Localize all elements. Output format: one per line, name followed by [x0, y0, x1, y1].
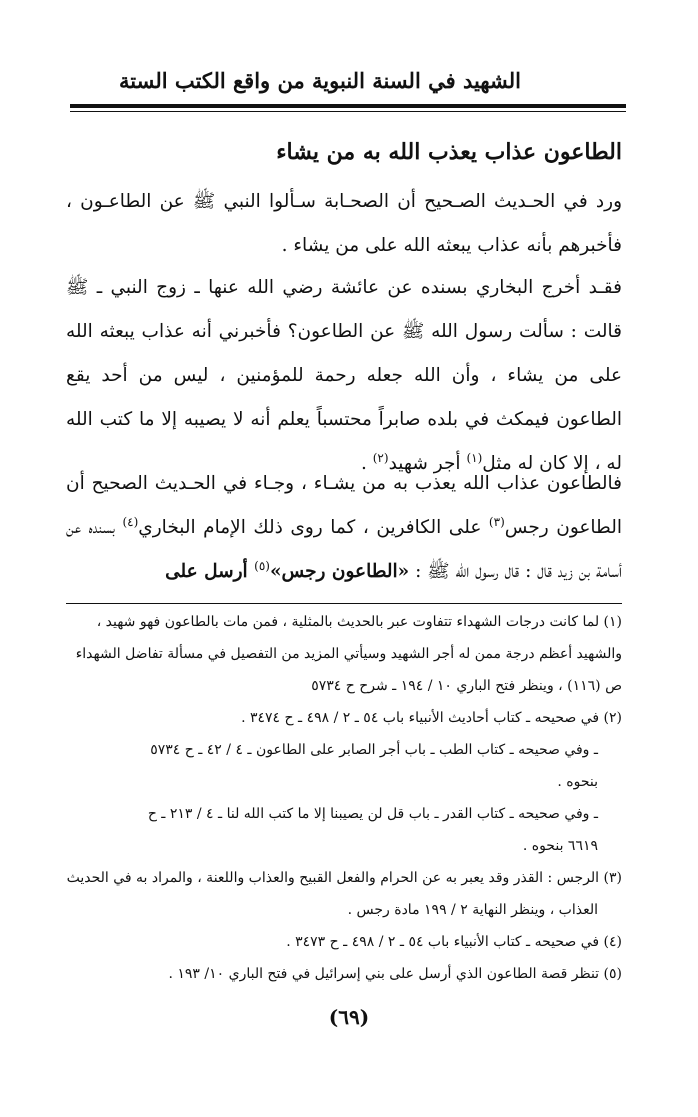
page-number: (٦٩) — [328, 1005, 370, 1029]
paragraph-3-text — [66, 462, 622, 594]
header-rule-thin — [70, 111, 626, 112]
paragraph-2-end: . — [360, 453, 373, 474]
footnote-ref-5[interactable]: (٥) — [254, 558, 270, 573]
paragraph-3 — [66, 462, 622, 594]
paragraph-2-main: فقـد أخرج البخاري بسنده عن عائشة رضي الله عنها ـ زوج النبي ـ ﷺ قالت : سألت رسول الله ﷺ عن الطاعون؟ فأخبرني أنه عذاب يبعثه الله على من يشاء ، وأن الله جعله رحمة للمؤمنين ، ليس من أحد يقع الطاعون فيمكث في بلده صابراً محتسباً يعلم أنه لا يصيبه إلا ما كتب الله له ، إلا كان له مثل — [66, 277, 622, 474]
paragraph-1 — [66, 180, 622, 268]
footnote-2-line-3: بنحوه . — [557, 774, 598, 790]
section-heading: الطاعون عذاب يعذب الله به من يشاء — [276, 139, 622, 165]
running-header-title: الشهيد في السنة النبوية من واقع الكتب الستة — [119, 68, 521, 93]
paragraph-1-text: ورد في الحـديث الصـحيح أن الصحـابة سـألوا النبي ﷺ عن الطاعـون ، فأخبرهم بأنه عذاب يبعثه الله على من يشاء . — [66, 191, 622, 256]
footnotes-block — [66, 606, 622, 990]
footnote-2-line-2: ـ وفي صحيحه ـ كتاب الطب ـ باب أجر الصابر على الطاعون ـ ٤ / ٤٢ ـ ح ٥٧٣٤ — [150, 742, 598, 758]
footnote-3-line-2: العذاب ، وينظر النهاية ٢ / ١٩٩ مادة رجس . — [347, 902, 598, 918]
footnote-1-line-3: ص (١١٦) ، وينظر فتح الباري ١٠ / ١٩٤ ـ شرح ح ٥٧٣٤ — [311, 678, 622, 694]
paragraph-2-tail: أجر شهيد — [388, 453, 461, 474]
paragraph-2 — [66, 266, 622, 486]
footnote-separator — [66, 603, 622, 604]
paragraph-3-part-a: فالطاعون عذاب الله يعذب به من يشـاء ، وجـاء في الحـديث الصحيح أن الطاعون رجس — [66, 473, 622, 538]
footnote-ref-1[interactable]: (١) — [466, 450, 483, 465]
footnote-ref-4[interactable]: (٤) — [122, 514, 139, 529]
hadith-quote: «الطاعون رجس» — [269, 561, 410, 582]
paragraph-3-part-d: أرسل على — [165, 561, 255, 582]
paragraph-3-part-c: بسنده عن أسامة بن زيد قال : قال رسول الله ﷺ : — [66, 517, 622, 582]
footnote-2-line-1: (٢) في صحيحه ـ كتاب أحاديث الأنبياء باب ٥٤ ـ ٢ / ٤٩٨ ـ ح ٣٤٧٤ . — [241, 710, 622, 726]
footnote-2-line-5: ٦٦١٩ بنحوه . — [522, 838, 598, 854]
footnote-ref-2[interactable]: (٢) — [372, 450, 389, 465]
paragraph-2-text — [66, 266, 622, 486]
paragraph-3-part-b: على الكافرين ، كما روى ذلك الإمام البخاري — [138, 517, 489, 538]
footnote-1-line-1: (١) لما كانت درجات الشهداء تتفاوت عبر بالحديث بالمثلية ، فمن مات بالطاعون فهو شهيد ، — [96, 614, 622, 630]
footnote-3-line-1: (٣) الرجس : القذر وقد يعبر به عن الحرام والفعل القبيح والعذاب واللعنة ، والمراد به في الحديث — [66, 870, 622, 886]
header-rule-thick — [70, 104, 626, 108]
footnote-5-line-1: (٥) تنظر قصة الطاعون الذي أرسل على بني إسرائيل في فتح الباري ١٠/ ١٩٣ . — [168, 966, 622, 982]
footnote-1-line-2: والشهيد أعظم درجة ممن له أجر الشهيد وسيأتي المزيد من التفصيل في مسألة تفاضل الشهداء — [75, 646, 622, 662]
footnote-2-line-4: ـ وفي صحيحه ـ كتاب القدر ـ باب قل لن يصيبنا إلا ما كتب الله لنا ـ ٤ / ٢١٣ ـ ح — [147, 806, 598, 822]
footnote-4-line-1: (٤) في صحيحه ـ كتاب الأنبياء باب ٥٤ ـ ٢ / ٤٩٨ ـ ح ٣٤٧٣ . — [286, 934, 622, 950]
footnote-ref-3[interactable]: (٣) — [488, 514, 505, 529]
